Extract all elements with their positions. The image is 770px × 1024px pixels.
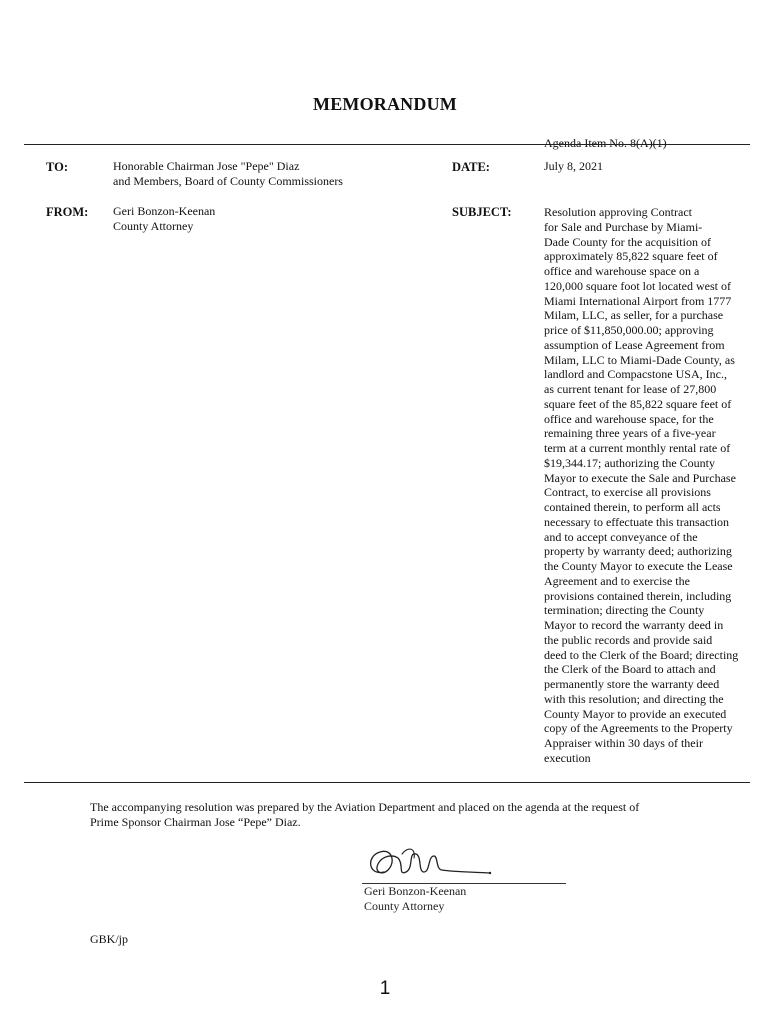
subject-line: for Sale and Purchase by Miami-	[544, 219, 703, 234]
subject-line: execution	[544, 750, 591, 765]
subject-line: Dade County for the acquisition of	[544, 234, 711, 249]
subject-line: remaining three years of a five-year	[544, 426, 716, 441]
header-divider-top	[24, 144, 750, 145]
subject-line: Appraiser within 30 days of their	[544, 736, 703, 750]
page-number: 1	[379, 978, 391, 999]
subject-line: Milam, LLC, as seller, for a purchase	[544, 308, 724, 323]
signature-title: County Attorney	[364, 899, 445, 913]
subject-line: contained therein, to perform all acts	[544, 500, 721, 514]
subject-line: Milam, LLC to Miami-Dade County, as	[544, 352, 735, 367]
subject-line: the Clerk of the Board to attach and	[544, 662, 716, 677]
subject-line: necessary to effectuate this transaction	[544, 514, 730, 529]
subject-line: Agreement and to exercise the	[544, 573, 690, 588]
subject-line: the County Mayor to execute the Lease	[544, 559, 733, 573]
subject-line: Mayor to record the warranty deed in	[544, 618, 724, 632]
header-divider-bottom	[24, 782, 750, 783]
from-line: Geri Bonzon-Keenan	[113, 204, 216, 218]
subject-text	[544, 205, 750, 766]
subject-line: office and warehouse space, for the	[544, 411, 714, 426]
subject-line: square feet of the 85,822 square feet of	[544, 396, 732, 411]
to-line: Honorable Chairman Jose "Pepe" Diaz	[113, 159, 300, 173]
subject-line: term at a current monthly rental rate of	[544, 441, 731, 455]
subject-line: price of $11,850,000.00; approving	[544, 323, 714, 337]
subject-line: County Mayor to provide an executed	[544, 706, 727, 721]
typist-initials: GBK/jp	[90, 932, 129, 946]
subject-label: SUBJECT:	[452, 205, 512, 219]
signature-name: Geri Bonzon-Keenan	[364, 884, 467, 898]
signature-block	[364, 884, 466, 914]
to-label: TO:	[46, 160, 68, 174]
subject-line: Mayor to execute the Sale and Purchase	[544, 470, 736, 485]
from-sender	[113, 204, 215, 233]
signature-scribble	[362, 842, 502, 886]
subject-line: assumption of Lease Agreement from	[544, 337, 725, 352]
subject-line: provisions contained therein, including	[544, 588, 732, 603]
subject-line: $19,344.17; authorizing the County	[544, 455, 715, 470]
subject-line: and to accept conveyance of the	[544, 529, 698, 544]
subject-line: the public records and provide said	[544, 632, 713, 647]
subject-line: approximately 85,822 square feet of	[544, 249, 718, 264]
subject-line: landlord and Compacstone USA, Inc.,	[544, 367, 727, 382]
body-line: Prime Sponsor Chairman Jose “Pepe” Diaz.	[90, 815, 301, 829]
subject-line: office and warehouse space on a	[544, 264, 700, 278]
from-label: FROM:	[46, 205, 89, 219]
body-line: The accompanying resolution was prepared by the Aviation Department and placed on the agenda at the request of	[90, 800, 640, 814]
date-label: DATE:	[452, 160, 490, 174]
subject-line: permanently store the warranty deed	[544, 677, 720, 691]
subject-line: copy of the Agreements to the Property	[544, 721, 733, 736]
agenda-item-number: Agenda Item No. 8(A)(1)	[544, 136, 667, 150]
to-line: and Members, Board of County Commissioners	[113, 173, 343, 188]
subject-line: as current tenant for lease of 27,800	[544, 382, 717, 396]
subject-line: termination; directing the County	[544, 603, 705, 618]
subject-line: 120,000 square foot lot located west of	[544, 278, 731, 293]
body-paragraph	[90, 800, 710, 830]
subject-line: deed to the Clerk of the Board; directing	[544, 647, 739, 662]
subject-line: Contract, to exercise all provisions	[544, 485, 711, 500]
to-recipients	[113, 159, 343, 188]
subject-line: Miami International Airport from 1777	[544, 293, 732, 308]
subject-line: Resolution approving Contract	[544, 205, 692, 219]
memo-title: MEMORANDUM	[313, 94, 457, 114]
from-line: County Attorney	[113, 218, 194, 233]
subject-line: with this resolution; and directing the	[544, 691, 724, 706]
subject-line: property by warranty deed; authorizing	[544, 544, 732, 559]
date-value: July 8, 2021	[544, 159, 604, 173]
